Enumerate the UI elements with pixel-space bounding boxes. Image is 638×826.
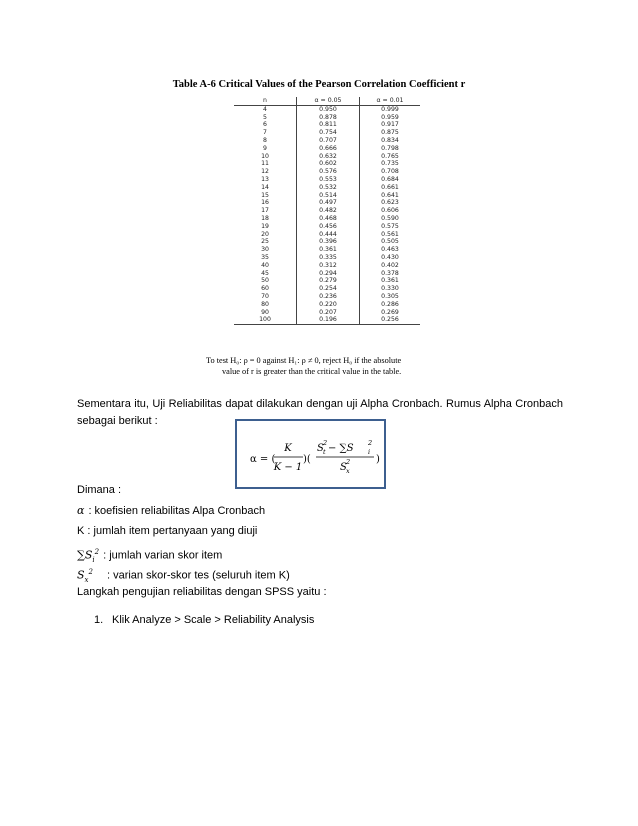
cell-alpha-001: 0.623 [381,199,399,207]
cell-alpha-005: 0.514 [297,192,360,200]
table-row [234,238,420,246]
cell-alpha-001: 0.661 [381,183,399,191]
cell-n: 100 [234,316,297,324]
cell-n: 25 [234,238,297,246]
steps-intro: Langkah pengujian reliabilitas dengan SPSS yaitu : [77,586,327,598]
cell-n: 60 [234,285,297,293]
cell-alpha-001: 0.402 [381,261,399,269]
header-alpha-005: α = 0.05 [297,97,360,105]
cell-n: 30 [234,246,297,254]
cell-alpha-001: 0.463 [381,246,399,254]
cell-alpha-001: 0.959 [381,113,399,121]
formula-numerator-s: S [317,443,324,454]
cell-alpha-005: 0.279 [297,277,360,285]
header-n: n [234,97,297,105]
cell-alpha-001: 0.575 [381,222,399,230]
sx-symbol-sub: x [84,575,89,584]
formula-sum-sub: i [368,448,371,456]
table-row [234,254,420,262]
table-row [234,145,420,153]
table-note-line2: value of r is greater than the critical value in the table. [222,367,402,376]
sum-symbol-base: ∑S [77,548,93,562]
cell-alpha-005: 0.666 [297,145,360,153]
cell-alpha-005: 0.196 [297,316,360,324]
table-row [234,285,420,293]
table-row [234,176,420,184]
cell-n: 16 [234,199,297,207]
cell-alpha-005: 0.707 [297,137,360,145]
sum-symbol [77,545,99,567]
table-row [234,293,420,301]
cell-alpha-005: 0.220 [297,301,360,309]
cell-n: 17 [234,207,297,215]
cell-alpha-001: 0.505 [381,238,399,246]
table-row [234,316,420,324]
formula-minus-sum: − ∑S [328,443,354,454]
cell-alpha-005: 0.236 [297,293,360,301]
cell-alpha-001: 0.641 [381,191,399,199]
cell-n: 8 [234,137,297,145]
cell-alpha-005: 0.482 [297,207,360,215]
cell-n: 14 [234,184,297,192]
cell-n: 11 [234,160,297,168]
cell-alpha-005: 0.361 [297,246,360,254]
cell-n: 40 [234,262,297,270]
cell-n: 12 [234,168,297,176]
table-row [234,192,420,200]
cell-n: 9 [234,145,297,153]
table-row [234,129,420,137]
table-row [234,121,420,129]
cell-alpha-005: 0.878 [297,114,360,122]
cell-n: 35 [234,254,297,262]
cell-alpha-005: 0.456 [297,223,360,231]
formula-k: K [284,443,292,454]
cell-n: 45 [234,270,297,278]
formula-mid: )( [303,454,311,465]
cell-n: 6 [234,121,297,129]
cell-alpha-001: 0.330 [381,285,399,293]
cell-alpha-005: 0.312 [297,262,360,270]
cell-alpha-001: 0.798 [381,144,399,152]
cell-alpha-005: 0.576 [297,168,360,176]
table-note-line1: To test H₀: ρ = 0 against H₁: ρ ≠ 0, reject H₀ if the absolute [206,356,402,365]
cell-alpha-001: 0.561 [381,230,399,238]
cell-alpha-005: 0.950 [297,105,360,113]
table-row [234,301,420,309]
table-row [234,231,420,239]
table-row [234,137,420,145]
cell-n: 5 [234,114,297,122]
step-number: 1. [94,614,104,626]
cell-alpha-005: 0.632 [297,153,360,161]
table-row [234,184,420,192]
table-row [234,277,420,285]
table-row [234,160,420,168]
table-title: Table A-6 Critical Values of the Pearson Correlation Coefficient r [172,79,466,90]
formula-box [235,419,386,489]
table-row [234,153,420,161]
table-note [206,355,486,377]
table-header-row [234,97,420,105]
cell-alpha-001: 0.834 [381,136,399,144]
cell-alpha-005: 0.396 [297,238,360,246]
cell-n: 80 [234,301,297,309]
formula-denominator-s: S [340,462,347,473]
def-sum-text: : jumlah varian skor item [103,549,223,562]
def-sx [77,565,290,587]
cell-alpha-001: 0.590 [381,214,399,222]
cell-alpha-001: 0.765 [381,152,399,160]
formula-numerator-sub: t [323,448,326,456]
cell-alpha-001: 0.286 [381,300,399,308]
formula-k-minus-1: K − 1 [273,462,303,473]
table-row [234,114,420,122]
cell-n: 15 [234,192,297,200]
cell-alpha-001: 0.606 [381,207,399,215]
step-item-1 [94,613,314,627]
cell-alpha-005: 0.553 [297,176,360,184]
cell-n: 4 [234,105,297,113]
cell-alpha-001: 0.999 [381,105,399,113]
table-row [234,105,420,113]
cell-n: 70 [234,293,297,301]
cell-n: 10 [234,153,297,161]
cell-alpha-001: 0.917 [381,121,399,129]
formula-denominator-sub: x [346,467,350,475]
sx-symbol [77,565,93,587]
table-row [234,309,420,317]
header-alpha-001: α = 0.01 [360,97,421,105]
cell-alpha-005: 0.207 [297,309,360,317]
cell-alpha-001: 0.256 [360,316,421,324]
cell-n: 20 [234,231,297,239]
formula-denominator-sup: 2 [346,458,351,466]
cell-alpha-005: 0.335 [297,254,360,262]
cell-alpha-001: 0.430 [381,253,399,261]
alpha-symbol: α [77,504,85,517]
table-row [234,270,420,278]
cell-alpha-005: 0.602 [297,160,360,168]
cell-alpha-005: 0.532 [297,184,360,192]
cell-alpha-001: 0.305 [381,292,399,300]
formula-numerator-sup: 2 [323,439,328,447]
sum-symbol-sub: i [92,555,95,564]
critical-values-table [234,97,420,325]
cell-alpha-001: 0.875 [381,129,399,137]
alpha-cronbach-formula [237,421,388,491]
sum-symbol-sup: 2 [94,548,100,556]
cell-alpha-005: 0.294 [297,270,360,278]
cell-alpha-005: 0.254 [297,285,360,293]
sx-symbol-base: S [77,568,85,582]
cell-alpha-001: 0.684 [381,175,399,183]
table-row [234,262,420,270]
def-alpha-text: : koefisien reliabilitas Alpa Cronbach [88,505,266,517]
cell-n: 18 [234,215,297,223]
cell-alpha-005: 0.497 [297,199,360,207]
cell-alpha-005: 0.468 [297,215,360,223]
cell-alpha-001: 0.361 [381,277,399,285]
table-body [234,105,420,324]
cell-n: 90 [234,309,297,317]
cell-alpha-001: 0.269 [381,308,399,316]
formula-sum-sup: 2 [368,439,373,447]
step-text: Klik Analyze > Scale > Reliability Analysis [112,614,315,626]
cell-alpha-005: 0.754 [297,129,360,137]
formula-lhs: α = ( [250,454,276,465]
cell-alpha-005: 0.444 [297,231,360,239]
table-row [234,246,420,254]
cell-n: 50 [234,277,297,285]
formula-close: ) [376,454,380,465]
table-row [234,168,420,176]
table-row [234,223,420,231]
sx-symbol-sup: 2 [88,568,93,576]
cell-alpha-001: 0.735 [381,160,399,168]
table-row [234,215,420,223]
cell-n: 7 [234,129,297,137]
critical-values-table-wrap [234,97,420,325]
def-sum [77,545,222,567]
cell-alpha-005: 0.811 [297,121,360,129]
cell-alpha-001: 0.708 [381,168,399,176]
table-row [234,207,420,215]
cell-n: 13 [234,176,297,184]
definitions-intro: Dimana : [77,484,122,496]
intro-paragraph: Sementara itu, Uji Reliabilitas dapat dilakukan dengan uji Alpha Cronbach. Rumus Alpha Cronbach sebagai berikut : [77,398,563,427]
def-k: K : jumlah item pertanyaan yang diuji [77,525,258,537]
cell-alpha-001: 0.378 [381,269,399,277]
table-row [234,199,420,207]
def-alpha [77,504,265,518]
cell-n: 19 [234,223,297,231]
def-sx-text: : varian skor-skor tes (seluruh item K) [106,569,290,582]
